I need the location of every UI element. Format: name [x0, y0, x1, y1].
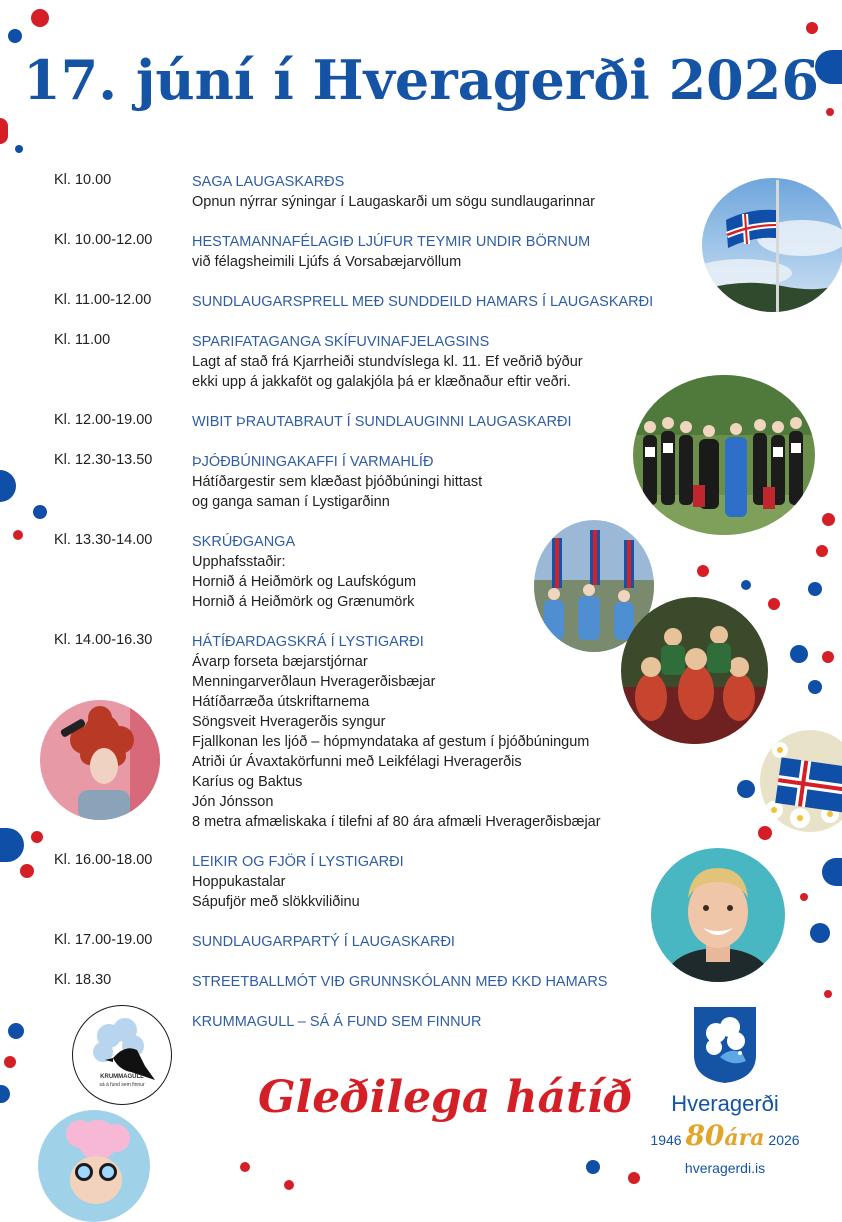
character-photo	[40, 700, 160, 820]
decor-dot	[8, 1023, 24, 1039]
anniversary-line	[640, 1119, 810, 1152]
krummagull-logo	[72, 1005, 172, 1105]
event-detail: Upphafsstaðir:	[192, 554, 286, 570]
decor-dot	[810, 923, 830, 943]
decor-dot	[20, 864, 34, 878]
event-time: Kl. 10.00-12.00	[54, 232, 153, 248]
event-detail: Opnun nýrrar sýningar í Laugaskarði um sögu sundlaugarinnar	[192, 194, 596, 210]
group-costume-photo	[633, 375, 815, 535]
anniversary-word: ára	[724, 1125, 765, 1151]
decor-dot	[768, 598, 780, 610]
event-detail: og ganga saman í Lystigarðinn	[192, 494, 390, 510]
decor-dot	[240, 1162, 250, 1172]
decor-dot	[758, 826, 772, 840]
decor-dot	[13, 530, 23, 540]
event-title: STREETBALLMÓT VIÐ GRUNNSKÓLANN MEÐ KKD HAMARS	[192, 974, 608, 990]
decor-dot	[284, 1180, 294, 1190]
event-time: Kl. 11.00-12.00	[54, 292, 152, 308]
event-title: SUNDLAUGARPARTÝ Í LAUGASKARÐI	[192, 934, 455, 950]
event-title: LEIKIR OG FJÖR Í LYSTIGARÐI	[192, 854, 404, 870]
krummagull-logo-tagline: sá á fund sem finnur	[99, 1082, 145, 1088]
event-title: ÞJÓÐBÚNINGAKAFFI Í VARMAHLÍÐ	[192, 454, 434, 470]
event-time: Kl. 12.30-13.50	[54, 452, 153, 468]
event-time: Kl. 10.00	[54, 172, 112, 188]
event-detail: 8 metra afmæliskaka í tilefni af 80 ára afmæli Hveragerðisbæjar	[192, 814, 601, 830]
event-title: WIBIT ÞRAUTABRAUT Í SUNDLAUGINNI LAUGASKARÐI	[192, 414, 572, 430]
town-logo-block	[640, 1005, 810, 1176]
flag-flowers-photo	[760, 730, 842, 832]
event-detail: Jón Jónsson	[192, 794, 274, 810]
decor-dot	[741, 580, 751, 590]
decor-dot	[697, 565, 709, 577]
decor-dot	[8, 29, 22, 43]
event-detail: Menningarverðlaun Hveragerðisbæjar	[192, 674, 436, 690]
event-detail: Hátíðargestir sem klæðast þjóðbúningi hittast	[192, 474, 483, 490]
flag-photo	[702, 178, 842, 312]
event-detail: Ávarp forseta bæjarstjórnar	[192, 654, 368, 670]
event-title: SUNDLAUGARSPRELL MEÐ SUNDDEILD HAMARS Í LAUGASKARÐI	[192, 294, 654, 310]
event-time: Kl. 17.00-19.00	[54, 932, 153, 948]
cotton-candy-photo	[38, 1110, 150, 1222]
decor-dot	[808, 582, 822, 596]
event-detail: Hoppukastalar	[192, 874, 286, 890]
decor-dot	[0, 118, 8, 144]
decor-dot	[4, 1056, 16, 1068]
event-detail: Lagt af stað frá Kjarrheiði stundvíslega kl. 11. Ef veðrið býður	[192, 354, 583, 370]
event-detail: Söngsveit Hveragerðis syngur	[192, 714, 386, 730]
decor-dot	[31, 9, 49, 27]
town-name: Hveragerði	[671, 1091, 779, 1116]
event-title: HESTAMANNAFÉLAGIÐ LJÚFUR TEYMIR UNDIR BÖRNUM	[192, 234, 591, 250]
event-detail: Sápufjör með slökkviliðinu	[192, 894, 360, 910]
portrait-photo	[651, 848, 785, 982]
decor-dot	[822, 858, 842, 886]
event-time: Kl. 18.30	[54, 972, 112, 988]
town-website-link[interactable]: hveragerdi.is	[684, 1160, 766, 1176]
decor-dot	[824, 990, 832, 998]
event-detail: Karíus og Baktus	[192, 774, 303, 790]
decor-dot	[31, 831, 43, 843]
decor-dot	[0, 470, 16, 502]
event-detail: ekki upp á jakkaföt og galakjóla þá er klæðnaður eftir veðri.	[192, 374, 571, 390]
event-time: Kl. 11.00	[54, 332, 111, 348]
event-time: Kl. 16.00-18.00	[54, 852, 153, 868]
theatre-photo	[621, 597, 768, 744]
event-detail: við félagsheimili Ljúfs á Vorsabæjarvöllum	[192, 254, 462, 270]
event-time: Kl. 14.00-16.30	[54, 632, 153, 648]
decor-dot	[737, 780, 755, 798]
decor-dot	[628, 1172, 640, 1184]
decor-dot	[790, 645, 808, 663]
decor-dot	[0, 828, 24, 862]
page-title: 17. júní í Hveragerði 2026	[23, 48, 819, 112]
decor-dot	[15, 145, 23, 153]
event-detail: Hornið á Heiðmörk og Laufskógum	[192, 574, 417, 590]
krummagull-logo-name: KRUMMAGULL	[100, 1074, 144, 1080]
event-title: SPARIFATAGANGA SKÍFUVINAFJELAGSINS	[192, 334, 490, 350]
event-title: SAGA LAUGASKARÐS	[192, 174, 345, 190]
greeting-text: Gleðilega hátíð	[258, 1072, 633, 1123]
event-time: Kl. 13.30-14.00	[54, 532, 153, 548]
decor-dot	[33, 505, 47, 519]
decor-dot	[800, 893, 808, 901]
year-end: 2026	[768, 1132, 800, 1148]
anniversary-number: 80	[685, 1119, 725, 1152]
event-time: Kl. 12.00-19.00	[54, 412, 153, 428]
decor-dot	[822, 651, 834, 663]
event-detail: Fjallkonan les ljóð – hópmyndataka af gestum í þjóðbúningum	[192, 734, 590, 750]
decor-dot	[816, 545, 828, 557]
event-title: HÁTÍÐARDAGSKRÁ Í LYSTIGARÐI	[192, 634, 424, 650]
event-title: SKRÚÐGANGA	[192, 534, 296, 550]
decor-dot	[586, 1160, 600, 1174]
decor-dot	[806, 22, 818, 34]
event-title: KRUMMAGULL – SÁ Á FUND SEM FINNUR	[192, 1014, 482, 1030]
year-start: 1946	[650, 1132, 682, 1148]
hveragerdi-crest-icon	[692, 1005, 758, 1085]
decor-dot	[0, 1085, 10, 1103]
decor-dot	[822, 513, 835, 526]
event-detail: Hátíðarræða útskriftarnema	[192, 694, 370, 710]
event-detail: Atriði úr Ávaxtakörfunni með Leikfélagi Hveragerðis	[192, 754, 522, 770]
decor-dot	[808, 680, 822, 694]
event-detail: Hornið á Heiðmörk og Grænumörk	[192, 594, 415, 610]
